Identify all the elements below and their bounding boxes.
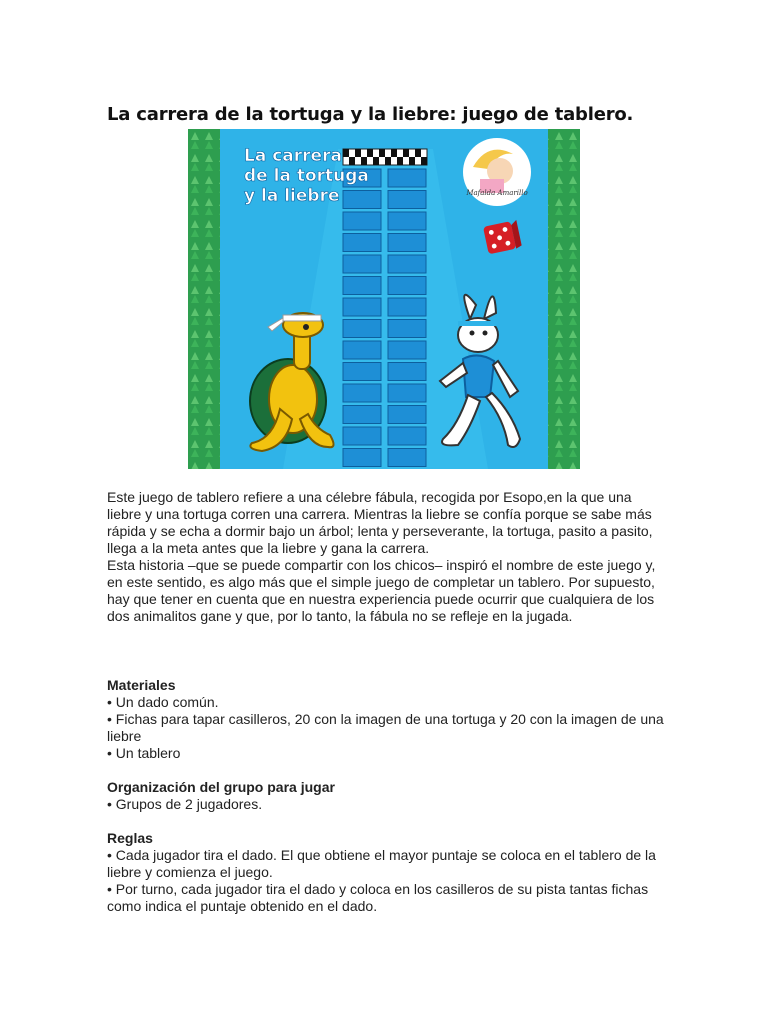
track-cell <box>388 449 426 467</box>
left-grass-border <box>188 129 220 469</box>
track-cell <box>343 427 381 445</box>
track-cell <box>343 234 381 252</box>
list-item: • Un dado común. <box>107 694 219 710</box>
section-heading: Reglas <box>107 830 153 846</box>
track-cell <box>343 191 381 209</box>
paragraph: Esta historia –que se puede compartir con los chicos– inspiró el nombre de este juego y, en este sentido, es algo más que el simple juego de completar un tablero. Por supuesto, hay que tener en cuenta que en nuestra experiencia puede ocurrir que cualquiera de los dos animalitos gane y que, por lo tanto, la fábula no se refleje en la jugada. <box>107 557 656 624</box>
right-grass-border <box>548 129 580 469</box>
track-cell <box>388 255 426 273</box>
svg-text:y la liebre: y la liebre <box>244 186 340 206</box>
finish-line <box>343 149 427 165</box>
organizacion-section <box>107 779 667 813</box>
author-logo <box>463 138 531 206</box>
board-game-image <box>188 129 580 469</box>
track-cell <box>388 406 426 424</box>
track-cell <box>388 427 426 445</box>
list-item: • Fichas para tapar casilleros, 20 con la imagen de una tortuga y 20 con la imagen de una liebre <box>107 711 664 744</box>
list-item: • Grupos de 2 jugadores. <box>107 796 263 812</box>
track-cell <box>343 384 381 402</box>
svg-text:de la tortuga: de la tortuga <box>244 166 369 186</box>
track-cell <box>343 449 381 467</box>
track-cell <box>388 341 426 359</box>
reglas-section <box>107 830 667 915</box>
intro-text <box>107 489 667 625</box>
track-cell <box>388 169 426 187</box>
section-heading: Materiales <box>107 677 176 693</box>
track-cell <box>388 212 426 230</box>
track-cell <box>388 234 426 252</box>
track-cell <box>343 298 381 316</box>
track-cell <box>388 298 426 316</box>
svg-text:La carrera: La carrera <box>244 146 342 166</box>
list-item: • Un tablero <box>107 745 181 761</box>
track-cell <box>388 191 426 209</box>
section-heading: Organización del grupo para jugar <box>107 779 335 795</box>
track-cell <box>343 341 381 359</box>
track-cell <box>343 212 381 230</box>
track-cell <box>388 320 426 338</box>
track-cell <box>388 384 426 402</box>
track-cell <box>388 363 426 381</box>
svg-text:Mafalda Amarillo: Mafalda Amarillo <box>466 189 528 197</box>
paragraph: Este juego de tablero refiere a una célebre fábula, recogida por Esopo,en la que una liebre y una tortuga corren una carrera. Mientras la liebre se confía porque se sabe más rápida y se echa a dormir bajo un árbol; lenta y perseverante, la tortuga, pasito a pasito, llega a la meta antes que la liebre y gana la carrera. <box>107 489 653 556</box>
track-cell <box>343 320 381 338</box>
track-cell <box>343 255 381 273</box>
list-item: • Por turno, cada jugador tira el dado y coloca en los casilleros de su pista tantas fichas como indica el puntaje obtenido en el dado. <box>107 881 649 914</box>
track-cell <box>343 277 381 295</box>
track-cell <box>343 406 381 424</box>
track-cell <box>388 277 426 295</box>
track-cell <box>343 363 381 381</box>
document-title: La carrera de la tortuga y la liebre: juego de tablero. <box>107 104 634 125</box>
materiales-section <box>107 677 667 762</box>
list-item: • Cada jugador tira el dado. El que obtiene el mayor puntaje se coloca en el tablero de la liebre y comienza el juego. <box>107 847 656 880</box>
